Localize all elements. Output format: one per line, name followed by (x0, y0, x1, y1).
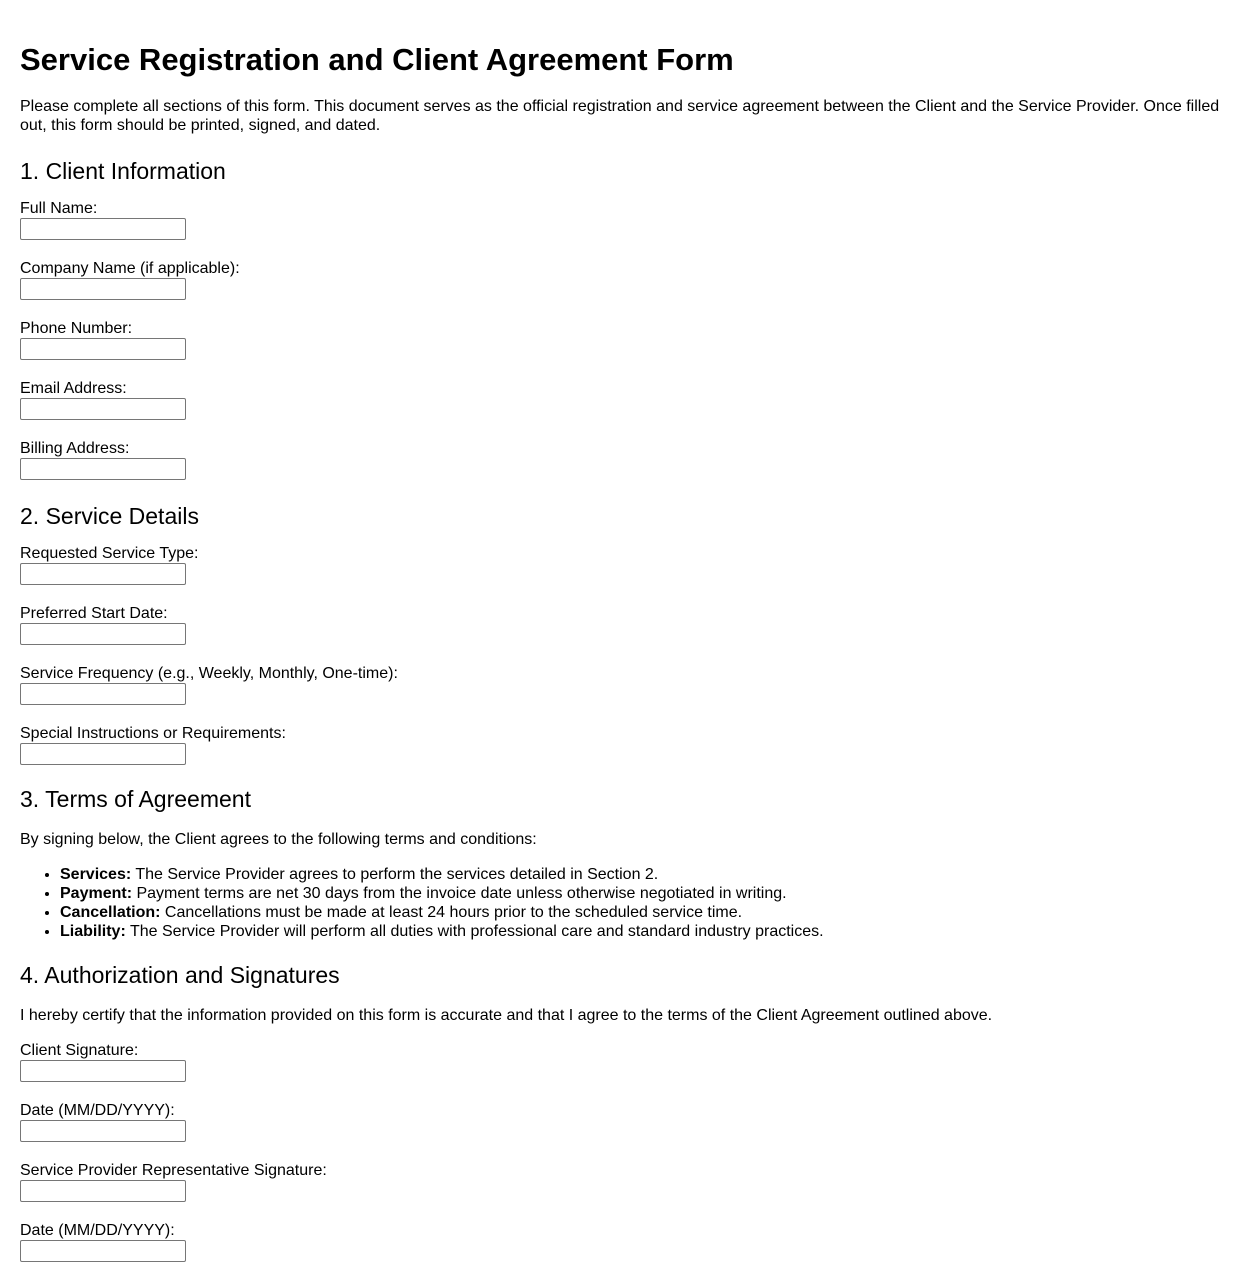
intro-text: Please complete all sections of this form. This document serves as the official registration and service agreement between the Client and the Service Provider. Once filled out, this form should be printed, signed, and dated. (20, 98, 1220, 134)
term-item-liability (60, 922, 1227, 941)
special-instructions-input[interactable] (20, 743, 186, 765)
billing-address-field (20, 439, 1227, 480)
term-item-payment (60, 884, 1227, 903)
term-label: Liability: (60, 923, 126, 940)
billing-address-input[interactable] (20, 458, 186, 480)
start-date-field (20, 604, 1227, 645)
client-information-heading: 1. Client Information (20, 158, 226, 184)
terms-list (20, 865, 1227, 941)
client-signature-field (20, 1041, 1227, 1082)
client-date-label: Date (MM/DD/YYYY): (20, 1102, 175, 1119)
client-date-field (20, 1101, 1227, 1142)
company-name-input[interactable] (20, 278, 186, 300)
phone-number-input[interactable] (20, 338, 186, 360)
service-details-heading: 2. Service Details (20, 503, 199, 529)
start-date-input[interactable] (20, 623, 186, 645)
provider-signature-label: Service Provider Representative Signature: (20, 1162, 327, 1179)
provider-date-input[interactable] (20, 1240, 186, 1262)
service-type-input[interactable] (20, 563, 186, 585)
phone-number-label: Phone Number: (20, 320, 133, 337)
service-type-label: Requested Service Type: (20, 545, 199, 562)
client-signature-label: Client Signature: (20, 1042, 139, 1059)
service-frequency-label: Service Frequency (e.g., Weekly, Monthly, One-time): (20, 665, 398, 682)
phone-number-field (20, 319, 1227, 360)
term-item-cancellation (60, 903, 1227, 922)
terms-heading: 3. Terms of Agreement (20, 786, 251, 812)
billing-address-label: Billing Address: (20, 440, 130, 457)
terms-intro-text: By signing below, the Client agrees to the following terms and conditions: (20, 831, 537, 848)
provider-signature-field (20, 1161, 1227, 1202)
start-date-label: Preferred Start Date: (20, 605, 168, 622)
full-name-field (20, 199, 1227, 240)
email-address-field (20, 379, 1227, 420)
provider-signature-input[interactable] (20, 1180, 186, 1202)
service-type-field (20, 544, 1227, 585)
term-item-services (60, 865, 1227, 884)
term-label: Cancellation: (60, 904, 161, 921)
client-signature-input[interactable] (20, 1060, 186, 1082)
page-title: Service Registration and Client Agreement Form (20, 42, 734, 77)
client-information-section (20, 157, 1227, 480)
certification-text: I hereby certify that the information provided on this form is accurate and that I agree to the terms of the Client Agreement outlined above. (20, 1007, 993, 1024)
special-instructions-field (20, 724, 1227, 765)
service-details-section (20, 502, 1227, 765)
term-label: Services: (60, 866, 132, 883)
email-address-input[interactable] (20, 398, 186, 420)
email-address-label: Email Address: (20, 380, 127, 397)
full-name-label: Full Name: (20, 200, 98, 217)
terms-section (20, 785, 1227, 941)
full-name-input[interactable] (20, 218, 186, 240)
authorization-section (20, 961, 1227, 1262)
service-frequency-input[interactable] (20, 683, 186, 705)
term-text: Payment terms are net 30 days from the invoice date unless otherwise negotiated in writing. (132, 885, 787, 902)
authorization-heading: 4. Authorization and Signatures (20, 962, 340, 988)
special-instructions-label: Special Instructions or Requirements: (20, 725, 286, 742)
provider-date-label: Date (MM/DD/YYYY): (20, 1222, 175, 1239)
client-date-input[interactable] (20, 1120, 186, 1142)
term-label: Payment: (60, 885, 133, 902)
term-text: Cancellations must be made at least 24 hours prior to the scheduled service time. (160, 904, 743, 921)
company-name-field (20, 259, 1227, 300)
provider-date-field (20, 1221, 1227, 1262)
term-text: The Service Provider agrees to perform the services detailed in Section 2. (131, 866, 659, 883)
service-frequency-field (20, 664, 1227, 705)
company-name-label: Company Name (if applicable): (20, 260, 240, 277)
term-text: The Service Provider will perform all duties with professional care and standard industry practices. (125, 923, 824, 940)
